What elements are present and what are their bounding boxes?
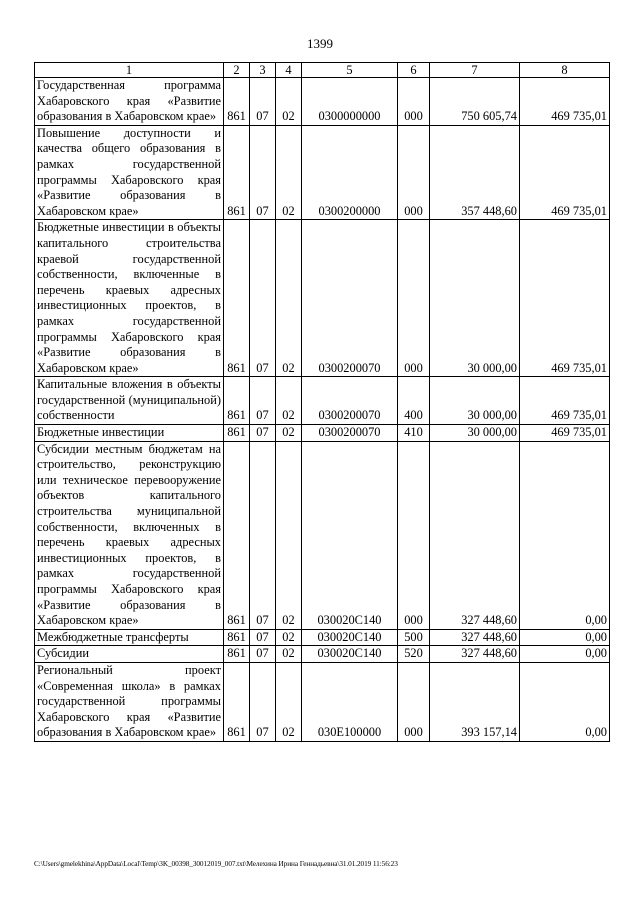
file-path-footer: C:\Users\gmelekhina\AppData\Local\Temp\3K_00398_30012019_007.txt\Мелехина Ирина Геннадьевна\31.01.2019 11:56:23 [34, 859, 398, 868]
cell-rz: 07 [250, 646, 276, 663]
budget-table [34, 62, 610, 742]
cell-csr: 030020С140 [302, 646, 398, 663]
cell-rz: 07 [250, 220, 276, 377]
cell-rz: 07 [250, 441, 276, 629]
cell-ved: 861 [224, 441, 250, 629]
cell-ved: 861 [224, 629, 250, 646]
cell-vr: 000 [398, 662, 430, 741]
cell-name: Бюджетные инвестиции [35, 425, 224, 442]
cell-name: Капитальные вложения в объекты государственной (муниципальной) собственности [35, 377, 224, 425]
column-header: 5 [302, 63, 398, 78]
cell-rz: 07 [250, 662, 276, 741]
cell-ved: 861 [224, 78, 250, 126]
cell-ved: 861 [224, 220, 250, 377]
cell-sum1: 327 448,60 [430, 629, 520, 646]
cell-pr: 02 [276, 220, 302, 377]
cell-sum1: 30 000,00 [430, 220, 520, 377]
cell-ved: 861 [224, 425, 250, 442]
cell-name: Государственная программа Хабаровского края «Развитие образования в Хабаровском крае» [35, 78, 224, 126]
cell-rz: 07 [250, 377, 276, 425]
table-row [35, 441, 610, 629]
cell-rz: 07 [250, 425, 276, 442]
cell-sum2: 469 735,01 [520, 78, 610, 126]
cell-sum2: 469 735,01 [520, 377, 610, 425]
cell-name: Межбюджетные трансферты [35, 629, 224, 646]
cell-ved: 861 [224, 125, 250, 220]
table-row [35, 377, 610, 425]
cell-rz: 07 [250, 629, 276, 646]
cell-sum2: 0,00 [520, 441, 610, 629]
table-row [35, 646, 610, 663]
table-row [35, 662, 610, 741]
cell-sum1: 30 000,00 [430, 377, 520, 425]
cell-vr: 000 [398, 125, 430, 220]
cell-csr: 030020С140 [302, 441, 398, 629]
cell-pr: 02 [276, 441, 302, 629]
cell-pr: 02 [276, 646, 302, 663]
table-row [35, 425, 610, 442]
cell-name: Бюджетные инвестиции в объекты капитального строительства краевой государственной собственности, включенные в перечень краевых адресных инвестиционных проектов, в рамках государственной программы Хабаровского края «Развитие образования в Хабаровском крае» [35, 220, 224, 377]
table-row [35, 220, 610, 377]
cell-ved: 861 [224, 646, 250, 663]
cell-vr: 410 [398, 425, 430, 442]
cell-sum2: 0,00 [520, 629, 610, 646]
cell-name: Региональный проект «Современная школа» в рамках государственной программы Хабаровского края «Развитие образования в Хабаровском крае» [35, 662, 224, 741]
cell-vr: 000 [398, 78, 430, 126]
cell-csr: 030020С140 [302, 629, 398, 646]
table-row [35, 78, 610, 126]
cell-sum2: 0,00 [520, 646, 610, 663]
cell-rz: 07 [250, 125, 276, 220]
cell-vr: 520 [398, 646, 430, 663]
cell-pr: 02 [276, 78, 302, 126]
cell-sum1: 750 605,74 [430, 78, 520, 126]
cell-sum1: 393 157,14 [430, 662, 520, 741]
column-header-row [35, 63, 610, 78]
cell-name: Повышение доступности и качества общего образования в рамках государственной программы Хабаровского края «Развитие образования в Хабаровском крае» [35, 125, 224, 220]
cell-sum1: 357 448,60 [430, 125, 520, 220]
cell-rz: 07 [250, 78, 276, 126]
cell-sum1: 327 448,60 [430, 441, 520, 629]
cell-csr: 0300200070 [302, 377, 398, 425]
table-row [35, 125, 610, 220]
cell-pr: 02 [276, 425, 302, 442]
page-number: 1399 [307, 36, 333, 51]
cell-csr: 0300200000 [302, 125, 398, 220]
cell-ved: 861 [224, 662, 250, 741]
cell-vr: 500 [398, 629, 430, 646]
cell-name: Субсидии местным бюджетам на строительство, реконструкцию или техническое перевооружение объектов капитального строительства муниципальной собственности, включенных в перечень краевых адресных инвестиционных проектов, в рамках государственной программы Хабаровского края «Развитие образования в Хабаровском крае» [35, 441, 224, 629]
column-header: 3 [250, 63, 276, 78]
cell-pr: 02 [276, 662, 302, 741]
cell-vr: 000 [398, 220, 430, 377]
table-row [35, 629, 610, 646]
cell-ved: 861 [224, 377, 250, 425]
cell-name: Субсидии [35, 646, 224, 663]
cell-csr: 0300000000 [302, 78, 398, 126]
column-header: 8 [520, 63, 610, 78]
cell-pr: 02 [276, 125, 302, 220]
cell-sum1: 30 000,00 [430, 425, 520, 442]
column-header: 4 [276, 63, 302, 78]
cell-csr: 0300200070 [302, 220, 398, 377]
column-header: 6 [398, 63, 430, 78]
cell-sum2: 469 735,01 [520, 425, 610, 442]
cell-csr: 0300200070 [302, 425, 398, 442]
column-header: 1 [35, 63, 224, 78]
cell-vr: 400 [398, 377, 430, 425]
cell-vr: 000 [398, 441, 430, 629]
column-header: 2 [224, 63, 250, 78]
cell-csr: 030Е100000 [302, 662, 398, 741]
cell-pr: 02 [276, 629, 302, 646]
cell-sum2: 469 735,01 [520, 125, 610, 220]
cell-pr: 02 [276, 377, 302, 425]
cell-sum1: 327 448,60 [430, 646, 520, 663]
cell-sum2: 0,00 [520, 662, 610, 741]
column-header: 7 [430, 63, 520, 78]
cell-sum2: 469 735,01 [520, 220, 610, 377]
